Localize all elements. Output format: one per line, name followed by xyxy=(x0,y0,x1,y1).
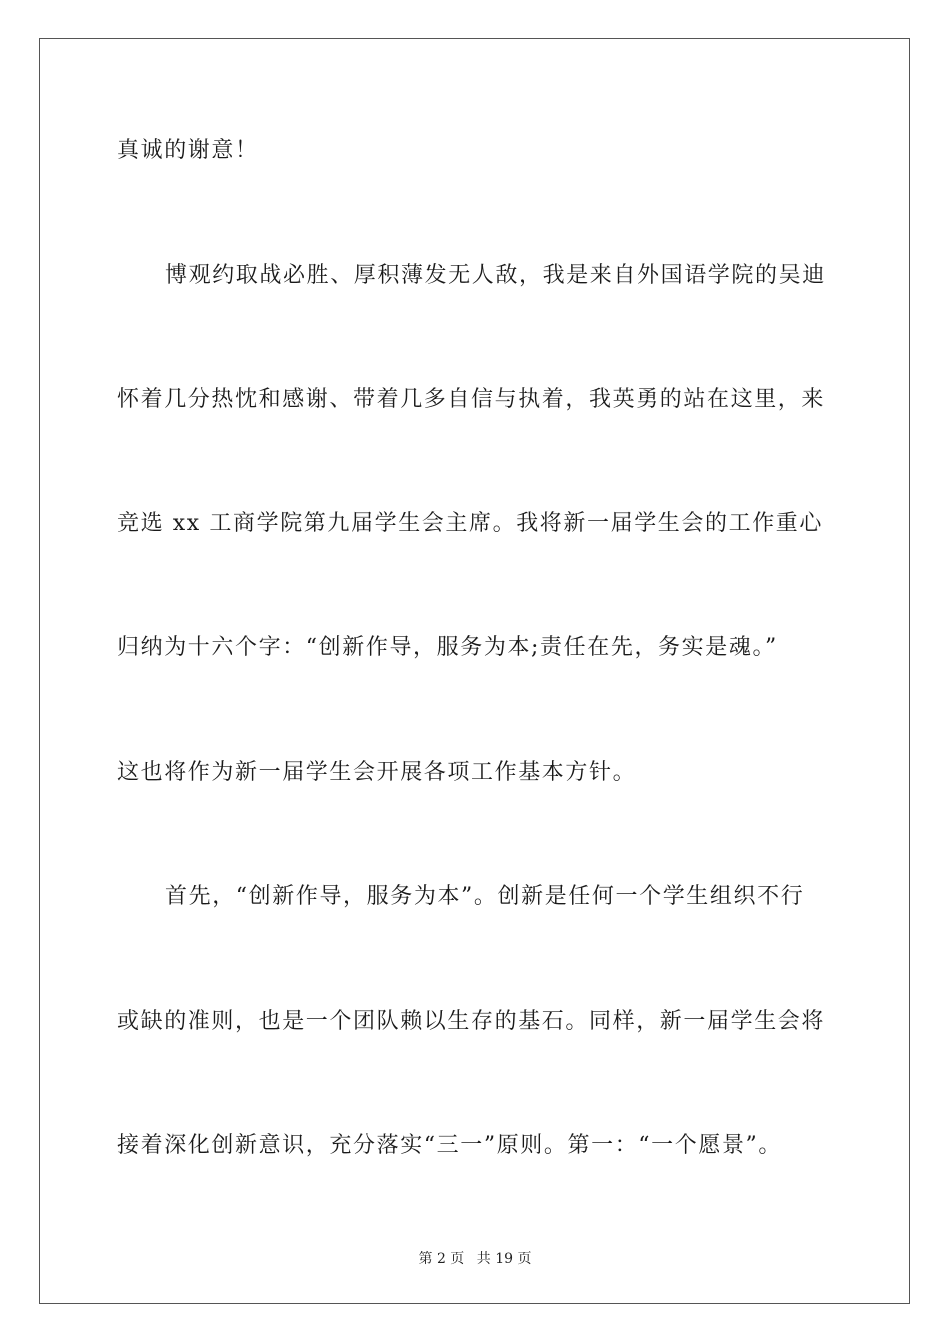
text-line: 首先，“创新作导，服务为本”。创新是任何一个学生组织不行 xyxy=(165,884,805,909)
text-line: 归纳为十六个字：“创新作导，服务为本;责任在先，务实是魂。” xyxy=(117,635,778,660)
text-line: 这也将作为新一届学生会开展各项工作基本方针。 xyxy=(117,760,637,785)
page-frame xyxy=(39,38,910,1304)
text-line: 竞选 xx 工商学院第九届学生会主席。我将新一届学生会的工作重心 xyxy=(117,511,824,536)
page-number: 第 2 页 xyxy=(418,1251,465,1267)
page-total: 共 19 页 xyxy=(476,1251,532,1267)
page-footer xyxy=(0,1248,950,1268)
text-line: 博观约取战必胜、厚积薄发无人敌，我是来自外国语学院的吴迪 xyxy=(165,263,826,288)
text-line: 或缺的准则，也是一个团队赖以生存的基石。同样，新一届学生会将 xyxy=(117,1009,826,1034)
text-line: 真诚的谢意！ xyxy=(117,138,259,163)
text-line: 怀着几分热忱和感谢、带着几多自信与执着，我英勇的站在这里，来 xyxy=(117,387,826,412)
text-line: 接着深化创新意识，充分落实“三一”原则。第一：“一个愿景”。 xyxy=(117,1133,782,1158)
